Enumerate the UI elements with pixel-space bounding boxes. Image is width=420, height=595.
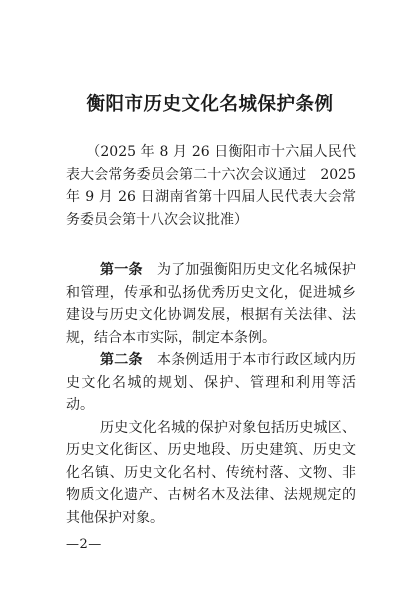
article-2-text: 本条例适用于本市行政区域内历史文化名城的规划、保护、管理和利用等活动。 — [66, 352, 357, 413]
article-2-label: 第二条 — [100, 352, 143, 368]
document-title: 衡阳市历史文化名城保护条例 — [86, 94, 334, 115]
article-2 — [66, 349, 356, 417]
article-1-label: 第一条 — [100, 262, 143, 278]
document-body — [66, 259, 356, 529]
page-number: —2— — [66, 537, 102, 552]
body-paragraph: 历史文化名城的保护对象包括历史城区、历史文化街区、历史地段、历史建筑、历史文化名镇、历史文化名村、传统村落、文物、非物质文化遗产、古树名木及法律、法规规定的其他保护对象。 — [66, 419, 356, 526]
adoption-note-text: （2025 年 8 月 26 日衡阳市十六届人民代表大会常务委员会第二十六次会议通过 2025 年 9 月 26 日湖南省第十四届人民代表大会常务委员会第十八次会议批准） — [66, 144, 356, 228]
adoption-note — [66, 141, 356, 231]
article-1-text: 为了加强衡阳历史文化名城保护和管理，传承和弘扬优秀历史文化，促进城乡建设与历史文化协调发展，根据有关法律、法规，结合本市实际，制定本条例。 — [66, 262, 357, 346]
article-1 — [66, 259, 356, 349]
